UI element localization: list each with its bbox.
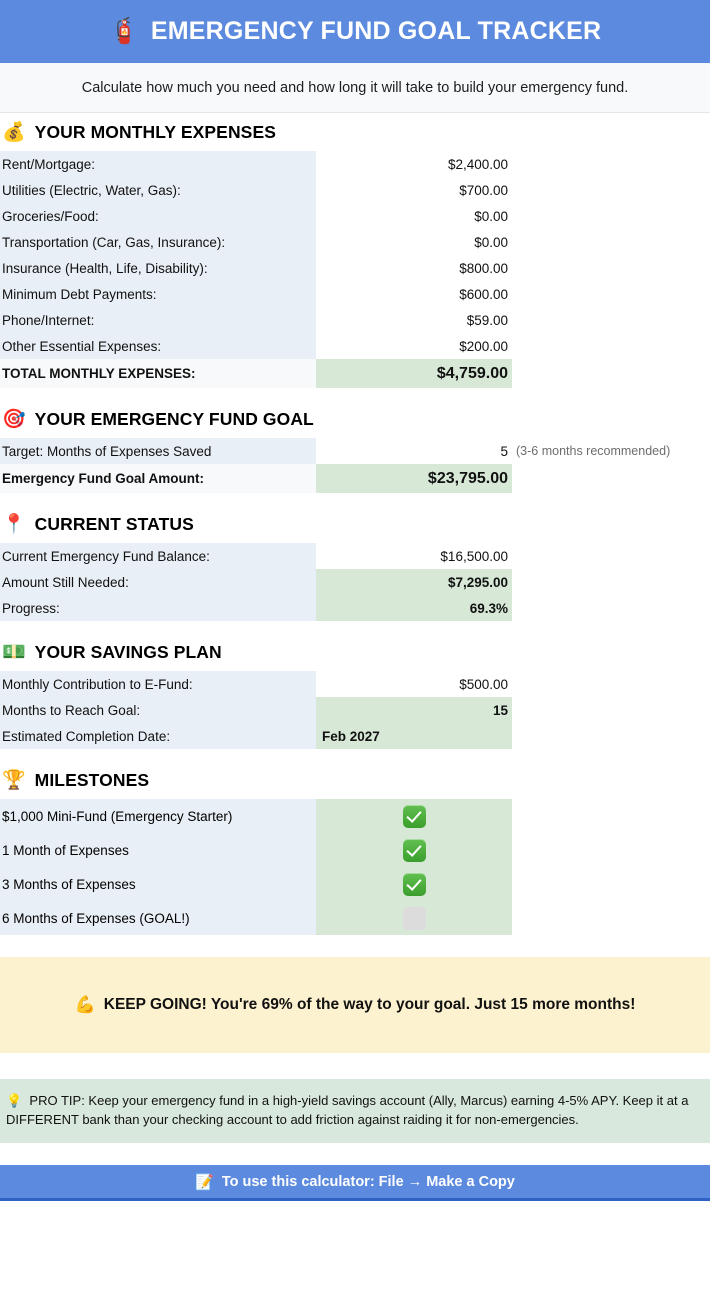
progress-row — [0, 595, 710, 621]
spacer — [0, 935, 710, 957]
footer-instruction-text: To use this calculator: File → Make a Copy — [221, 1173, 515, 1190]
section-title-savings-plan: YOUR SAVINGS PLAN — [34, 641, 222, 662]
milestone-label: 3 Months of Expenses — [0, 867, 316, 901]
milestone-label: 1 Month of Expenses — [0, 833, 316, 867]
goal-table — [0, 438, 710, 493]
section-milestones — [0, 761, 710, 935]
goal-amount-row — [0, 464, 710, 493]
months-to-reach-goal-row — [0, 697, 710, 723]
total-monthly-expenses-row — [0, 359, 710, 388]
check-mark-icon — [403, 839, 426, 862]
row-label: Months to Reach Goal: — [0, 697, 316, 723]
row-value[interactable]: $600.00 — [316, 281, 512, 307]
row-value[interactable]: $700.00 — [316, 177, 512, 203]
row-value[interactable]: $59.00 — [316, 307, 512, 333]
table-row — [0, 307, 710, 333]
row-value: 15 — [316, 697, 512, 723]
memo-icon: 📝 — [195, 1173, 214, 1191]
row-label: Emergency Fund Goal Amount: — [0, 464, 316, 493]
row-value[interactable]: $500.00 — [316, 671, 512, 697]
pro-tip-body — [6, 1091, 700, 1129]
section-header-milestones — [0, 761, 710, 799]
milestone-row — [0, 901, 710, 935]
row-value[interactable]: 5 — [316, 438, 512, 464]
dollar-banknote-icon: 💵 — [2, 641, 26, 663]
row-value: Feb 2027 — [316, 723, 512, 749]
row-value[interactable]: $0.00 — [316, 229, 512, 255]
page-subtitle-bar — [0, 63, 710, 113]
row-label: Minimum Debt Payments: — [0, 281, 316, 307]
row-label: Rent/Mortgage: — [0, 151, 316, 177]
row-value: 69.3% — [316, 595, 512, 621]
row-label: Current Emergency Fund Balance: — [0, 543, 316, 569]
direct-hit-target-icon: 🎯 — [2, 408, 26, 430]
section-monthly-expenses — [0, 113, 710, 388]
row-value[interactable]: $16,500.00 — [316, 543, 512, 569]
milestone-checkbox-cell[interactable] — [316, 799, 512, 833]
milestone-checkbox-cell[interactable] — [316, 901, 512, 935]
milestone-label: 6 Months of Expenses (GOAL!) — [0, 901, 316, 935]
page-subtitle: Calculate how much you need and how long it will take to build your emergency fund. — [81, 79, 629, 96]
section-savings-plan — [0, 633, 710, 749]
table-row — [0, 229, 710, 255]
row-label: Phone/Internet: — [0, 307, 316, 333]
savings-plan-table — [0, 671, 710, 749]
page-title: EMERGENCY FUND GOAL TRACKER — [150, 17, 602, 45]
row-label: Progress: — [0, 595, 316, 621]
trophy-icon: 🏆 — [2, 769, 26, 791]
round-pushpin-icon: 📍 — [2, 513, 26, 535]
rescue-worker-helmet-icon: 🧯 — [108, 17, 140, 45]
row-label: Other Essential Expenses: — [0, 333, 316, 359]
table-row — [0, 671, 710, 697]
table-row — [0, 151, 710, 177]
section-title-emergency-fund-goal: YOUR EMERGENCY FUND GOAL — [34, 408, 314, 429]
expenses-table — [0, 151, 710, 388]
milestone-row — [0, 799, 710, 833]
section-emergency-fund-goal — [0, 400, 710, 493]
row-label: Utilities (Electric, Water, Gas): — [0, 177, 316, 203]
row-value[interactable]: $200.00 — [316, 333, 512, 359]
section-title-milestones: MILESTONES — [34, 769, 150, 790]
check-mark-icon — [403, 805, 426, 828]
table-row — [0, 281, 710, 307]
light-bulb-icon: 💡 — [6, 1093, 23, 1108]
table-row — [0, 543, 710, 569]
section-header-emergency-fund-goal — [0, 400, 710, 438]
empty-checkbox-icon — [403, 907, 426, 930]
row-value: $4,759.00 — [316, 359, 512, 388]
milestone-checkbox-cell[interactable] — [316, 867, 512, 901]
section-title-monthly-expenses: YOUR MONTHLY EXPENSES — [34, 121, 276, 142]
table-row — [0, 333, 710, 359]
milestone-row — [0, 867, 710, 901]
pro-tip-box — [0, 1079, 710, 1143]
table-row — [0, 203, 710, 229]
flexed-biceps-icon: 💪 — [74, 995, 96, 1014]
footer-instruction-bar — [0, 1165, 710, 1201]
completion-date-row — [0, 723, 710, 749]
row-label: TOTAL MONTHLY EXPENSES: — [0, 359, 316, 388]
table-row — [0, 177, 710, 203]
encouragement-banner — [0, 957, 710, 1053]
milestones-table — [0, 799, 710, 935]
row-note: (3-6 months recommended) — [512, 438, 710, 464]
row-label: Monthly Contribution to E-Fund: — [0, 671, 316, 697]
status-table — [0, 543, 710, 621]
section-title-current-status: CURRENT STATUS — [34, 513, 194, 534]
section-header-monthly-expenses — [0, 113, 710, 151]
row-value: $23,795.00 — [316, 464, 512, 493]
table-row — [0, 255, 710, 281]
amount-still-needed-row — [0, 569, 710, 595]
row-label: Insurance (Health, Life, Disability): — [0, 255, 316, 281]
row-label: Groceries/Food: — [0, 203, 316, 229]
check-mark-icon — [403, 873, 426, 896]
spacer — [0, 1143, 710, 1165]
pro-tip-text: PRO TIP: Keep your emergency fund in a high-yield savings account (Ally, Marcus) earning 4-5% APY. Keep it at a DIFFERENT bank than your checking account to add friction against raiding it for non-emergencies. — [6, 1093, 689, 1127]
row-label: Estimated Completion Date: — [0, 723, 316, 749]
encouragement-text: KEEP GOING! You're 69% of the way to your goal. Just 15 more months! — [103, 996, 636, 1013]
milestone-label: $1,000 Mini-Fund (Emergency Starter) — [0, 799, 316, 833]
spacer — [0, 1053, 710, 1079]
section-current-status — [0, 505, 710, 621]
row-value[interactable]: $0.00 — [316, 203, 512, 229]
target-months-row — [0, 438, 710, 464]
row-label: Amount Still Needed: — [0, 569, 316, 595]
row-label: Target: Months of Expenses Saved — [0, 438, 316, 464]
page-title-bar — [0, 0, 710, 63]
row-value[interactable]: $800.00 — [316, 255, 512, 281]
row-value: $7,295.00 — [316, 569, 512, 595]
section-header-current-status — [0, 505, 710, 543]
section-header-savings-plan — [0, 633, 710, 671]
row-label: Transportation (Car, Gas, Insurance): — [0, 229, 316, 255]
money-bag-icon: 💰 — [2, 121, 26, 143]
row-value[interactable]: $2,400.00 — [316, 151, 512, 177]
milestone-row — [0, 833, 710, 867]
milestone-checkbox-cell[interactable] — [316, 833, 512, 867]
